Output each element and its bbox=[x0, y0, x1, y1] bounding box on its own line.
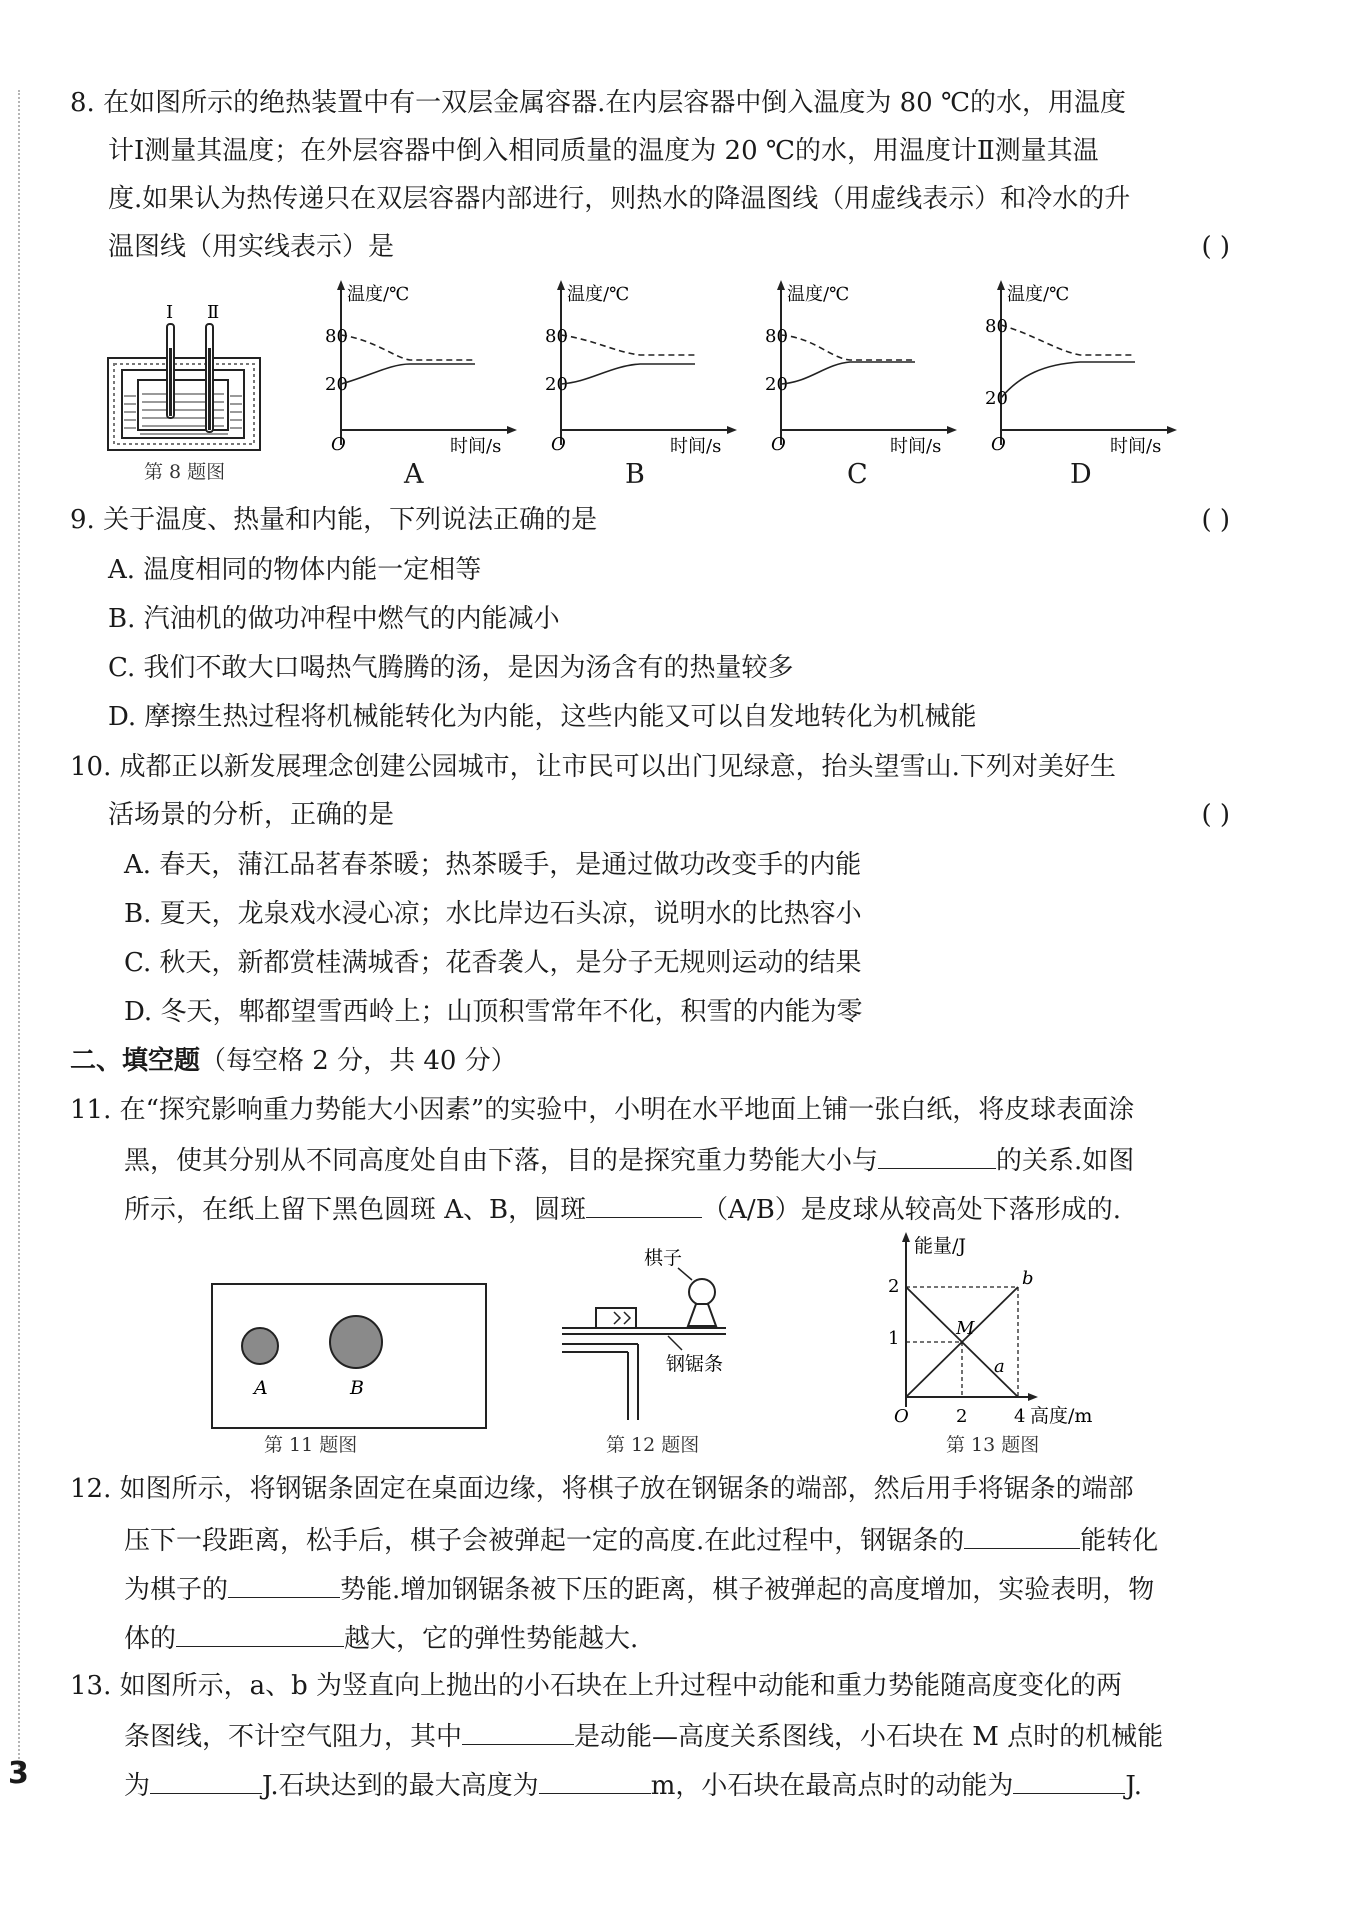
q10-option-d: D. 冬天，郫都望雪西岭上；山顶积雪常年不化，积雪的内能为零 bbox=[124, 997, 863, 1027]
tick-80: 80 bbox=[325, 326, 348, 347]
q13-line-3-a: 为 bbox=[124, 1771, 151, 1801]
q10-option-b: B. 夏天，龙泉戏水浸心凉；水比岸边石头凉，说明水的比热容小 bbox=[124, 899, 862, 929]
q13-energy-graph bbox=[880, 1232, 1120, 1432]
thermometer-1-label: Ⅰ bbox=[166, 302, 174, 323]
q8-figure-caption: 第 8 题图 bbox=[144, 461, 226, 483]
section-2-title: 二、填空题 bbox=[70, 1046, 201, 1076]
q8-line-1: 8. 在如图所示的绝热装置中有一双层金属容器.在内层容器中倒入温度为 80 ℃的水，用温度 bbox=[70, 88, 1127, 118]
margin-dotted-line bbox=[18, 90, 20, 1770]
q13-blank-3[interactable] bbox=[539, 1767, 651, 1794]
q12-line-4-b: 越大，它的弹性势能越大. bbox=[344, 1624, 639, 1654]
q13-line-3-d: J. bbox=[1125, 1771, 1143, 1801]
spot-a-label: A bbox=[254, 1377, 268, 1399]
q13-line-2-a: 条图线，不计空气阻力，其中 bbox=[124, 1722, 463, 1752]
tick-80: 80 bbox=[765, 326, 788, 347]
q8-answer-paren: ( ) bbox=[1201, 232, 1230, 262]
q8-line-2: 计Ⅰ测量其温度；在外层容器中倒入相同质量的温度为 20 ℃的水，用温度计Ⅱ测量其温 bbox=[108, 136, 1099, 166]
q13-blank-4[interactable] bbox=[1013, 1767, 1125, 1794]
tick-x-4: 4 bbox=[1014, 1406, 1026, 1427]
page-number: 3 bbox=[8, 1756, 29, 1791]
y-axis-label: 温度/℃ bbox=[347, 284, 410, 305]
x-axis-label: 时间/s bbox=[1110, 436, 1162, 455]
origin: O bbox=[991, 434, 1006, 455]
option-d-label: D bbox=[1070, 459, 1092, 490]
q12-line-2-b: 能转化 bbox=[1080, 1526, 1159, 1556]
q11-blank-2[interactable] bbox=[586, 1191, 702, 1218]
q11-line-3 bbox=[124, 1191, 1121, 1227]
q9-option-c: C. 我们不敢大口喝热气腾腾的汤，是因为汤含有的热量较多 bbox=[108, 653, 794, 683]
q12-blank-2[interactable] bbox=[228, 1571, 340, 1598]
q13-line-2 bbox=[124, 1718, 1163, 1754]
q10-option-a: A. 春天，蒲江品茗春茶暖；热茶暖手，是通过做功改变手的内能 bbox=[124, 850, 862, 880]
q12-saw-blade-figure bbox=[560, 1240, 780, 1425]
y-axis-label: 温度/℃ bbox=[567, 284, 630, 305]
tick-80: 80 bbox=[985, 316, 1008, 337]
inner-container bbox=[138, 380, 228, 430]
option-c-label: C bbox=[847, 459, 868, 490]
origin: O bbox=[551, 434, 566, 455]
q13-blank-1[interactable] bbox=[462, 1718, 574, 1745]
origin: O bbox=[331, 434, 346, 455]
cold-water-curve bbox=[341, 364, 475, 384]
q9-option-a: A. 温度相同的物体内能一定相等 bbox=[108, 555, 482, 585]
y-axis-label: 温度/℃ bbox=[787, 284, 850, 305]
q11-line-2 bbox=[124, 1142, 1134, 1178]
x-axis-label: 时间/s bbox=[670, 436, 722, 455]
q13-line-3-c: m，小石块在最高点时的动能为 bbox=[650, 1771, 1014, 1801]
q12-figure-caption: 第 12 题图 bbox=[606, 1434, 700, 1456]
cold-water-curve bbox=[1001, 362, 1135, 398]
q12-line-3-b: 势能.增加钢锯条被下压的距离，棋子被弹起的高度增加，实验表明，物 bbox=[340, 1575, 1155, 1605]
tick-20: 20 bbox=[325, 374, 348, 395]
q10-option-c: C. 秋天，新都赏桂满城香；花香袭人，是分子无规则运动的结果 bbox=[124, 948, 862, 978]
q8-graph-c bbox=[765, 280, 975, 455]
q8-line-4: 温图线（用实线表示）是 bbox=[108, 232, 395, 262]
tick-y-2: 2 bbox=[888, 1276, 900, 1297]
y-axis-label: 能量/J bbox=[914, 1235, 967, 1257]
spot-b-label: B bbox=[350, 1377, 364, 1399]
line-b-label: b bbox=[1022, 1268, 1034, 1289]
q11-blank-1[interactable] bbox=[878, 1142, 996, 1169]
q12-blank-3[interactable] bbox=[176, 1620, 344, 1647]
tick-20: 20 bbox=[765, 374, 788, 395]
q11-line-1: 11. 在“探究影响重力势能大小因素”的实验中，小明在水平地面上铺一张白纸，将皮球表面涂 bbox=[70, 1095, 1135, 1125]
tick-y-1: 1 bbox=[888, 1328, 900, 1349]
gangjutiao-label: 钢锯条 bbox=[666, 1353, 724, 1375]
chess-piece-base bbox=[688, 1304, 716, 1326]
q9-stem: 9. 关于温度、热量和内能，下列说法正确的是 bbox=[70, 505, 598, 535]
q13-line-3-b: J.石块达到的最大高度为 bbox=[262, 1771, 539, 1801]
cold-water-curve bbox=[781, 362, 915, 384]
tick-x-2: 2 bbox=[956, 1406, 968, 1427]
q8-container-figure bbox=[100, 288, 270, 458]
chess-piece-ball bbox=[689, 1279, 715, 1305]
hot-water-curve bbox=[341, 335, 475, 360]
x-axis-label: 时间/s bbox=[450, 436, 502, 455]
q9-option-b: B. 汽油机的做功冲程中燃气的内能减小 bbox=[108, 604, 560, 634]
hot-water-curve bbox=[781, 335, 915, 360]
hot-water-curve bbox=[561, 335, 695, 355]
q12-line-3 bbox=[124, 1571, 1154, 1607]
q13-figure-caption: 第 13 题图 bbox=[946, 1434, 1040, 1456]
line-a-label: a bbox=[994, 1356, 1005, 1377]
tick-80: 80 bbox=[545, 326, 568, 347]
q11-figure-caption: 第 11 题图 bbox=[264, 1434, 358, 1456]
y-axis-label: 温度/℃ bbox=[1007, 284, 1070, 305]
q10-line-2: 活场景的分析，正确的是 bbox=[108, 800, 395, 830]
tick-20: 20 bbox=[545, 374, 568, 395]
spot-b bbox=[330, 1316, 382, 1368]
q8-graph-b bbox=[545, 280, 755, 455]
x-axis-label: 高度/m bbox=[1030, 1405, 1093, 1427]
qizi-label: 棋子 bbox=[644, 1247, 683, 1269]
q9-answer-paren: ( ) bbox=[1201, 505, 1230, 535]
q11-line-3-a: 所示，在纸上留下黑色圆斑 A、B，圆斑 bbox=[124, 1195, 587, 1225]
q8-line-3: 度.如果认为热传递只在双层容器内部进行，则热水的降温图线（用虚线表示）和冷水的升 bbox=[108, 184, 1131, 214]
q12-line-4-a: 体的 bbox=[124, 1624, 177, 1654]
q12-line-2 bbox=[124, 1522, 1158, 1558]
option-a-label: A bbox=[404, 459, 424, 490]
q13-line-1: 13. 如图所示，a、b 为竖直向上抛出的小石块在上升过程中动能和重力势能随高度变化的两 bbox=[70, 1671, 1123, 1701]
q12-line-3-a: 为棋子的 bbox=[124, 1575, 229, 1605]
q11-line-3-b: （A/B）是皮球从较高处下落形成的. bbox=[702, 1195, 1122, 1225]
point-m-label: M bbox=[956, 1318, 975, 1339]
hot-water-curve bbox=[1001, 325, 1135, 355]
q13-line-2-b: 是动能—高度关系图线，小石块在 M 点时的机械能 bbox=[574, 1722, 1164, 1752]
q13-line-3 bbox=[124, 1767, 1142, 1803]
q10-line-1: 10. 成都正以新发展理念创建公园城市，让市民可以出门见绿意，抬头望雪山.下列对美好生 bbox=[70, 752, 1116, 782]
q9-option-d: D. 摩擦生热过程将机械能转化为内能，这些内能又可以自发地转化为机械能 bbox=[108, 702, 977, 732]
origin: O bbox=[894, 1406, 909, 1427]
q12-line-2-a: 压下一段距离，松手后，棋子会被弹起一定的高度.在此过程中，钢锯条的 bbox=[124, 1526, 965, 1556]
x-axis-label: 时间/s bbox=[890, 436, 942, 455]
q11-paper-figure bbox=[210, 1282, 490, 1432]
q12-line-1: 12. 如图所示，将钢锯条固定在桌面边缘，将棋子放在钢锯条的端部，然后用手将锯条的端部 bbox=[70, 1474, 1134, 1504]
option-b-label: B bbox=[625, 459, 645, 490]
q8-graph-a bbox=[325, 280, 535, 455]
section-2-note: （每空格 2 分，共 40 分） bbox=[200, 1046, 517, 1076]
tick-20: 20 bbox=[985, 388, 1008, 409]
thermometer-2-label: Ⅱ bbox=[207, 302, 220, 323]
spot-a bbox=[242, 1328, 278, 1364]
cold-water-curve bbox=[561, 364, 695, 384]
origin: O bbox=[771, 434, 786, 455]
q13-blank-2[interactable] bbox=[150, 1767, 262, 1794]
section-2-heading bbox=[70, 1044, 517, 1078]
q12-blank-1[interactable] bbox=[964, 1522, 1080, 1549]
q11-line-2-a: 黑，使其分别从不同高度处自由下落，目的是探究重力势能大小与 bbox=[124, 1146, 879, 1176]
q12-line-4 bbox=[124, 1620, 638, 1656]
q10-answer-paren: ( ) bbox=[1201, 800, 1230, 830]
q11-line-2-b: 的关系.如图 bbox=[996, 1146, 1135, 1176]
q8-graph-d bbox=[985, 280, 1195, 455]
